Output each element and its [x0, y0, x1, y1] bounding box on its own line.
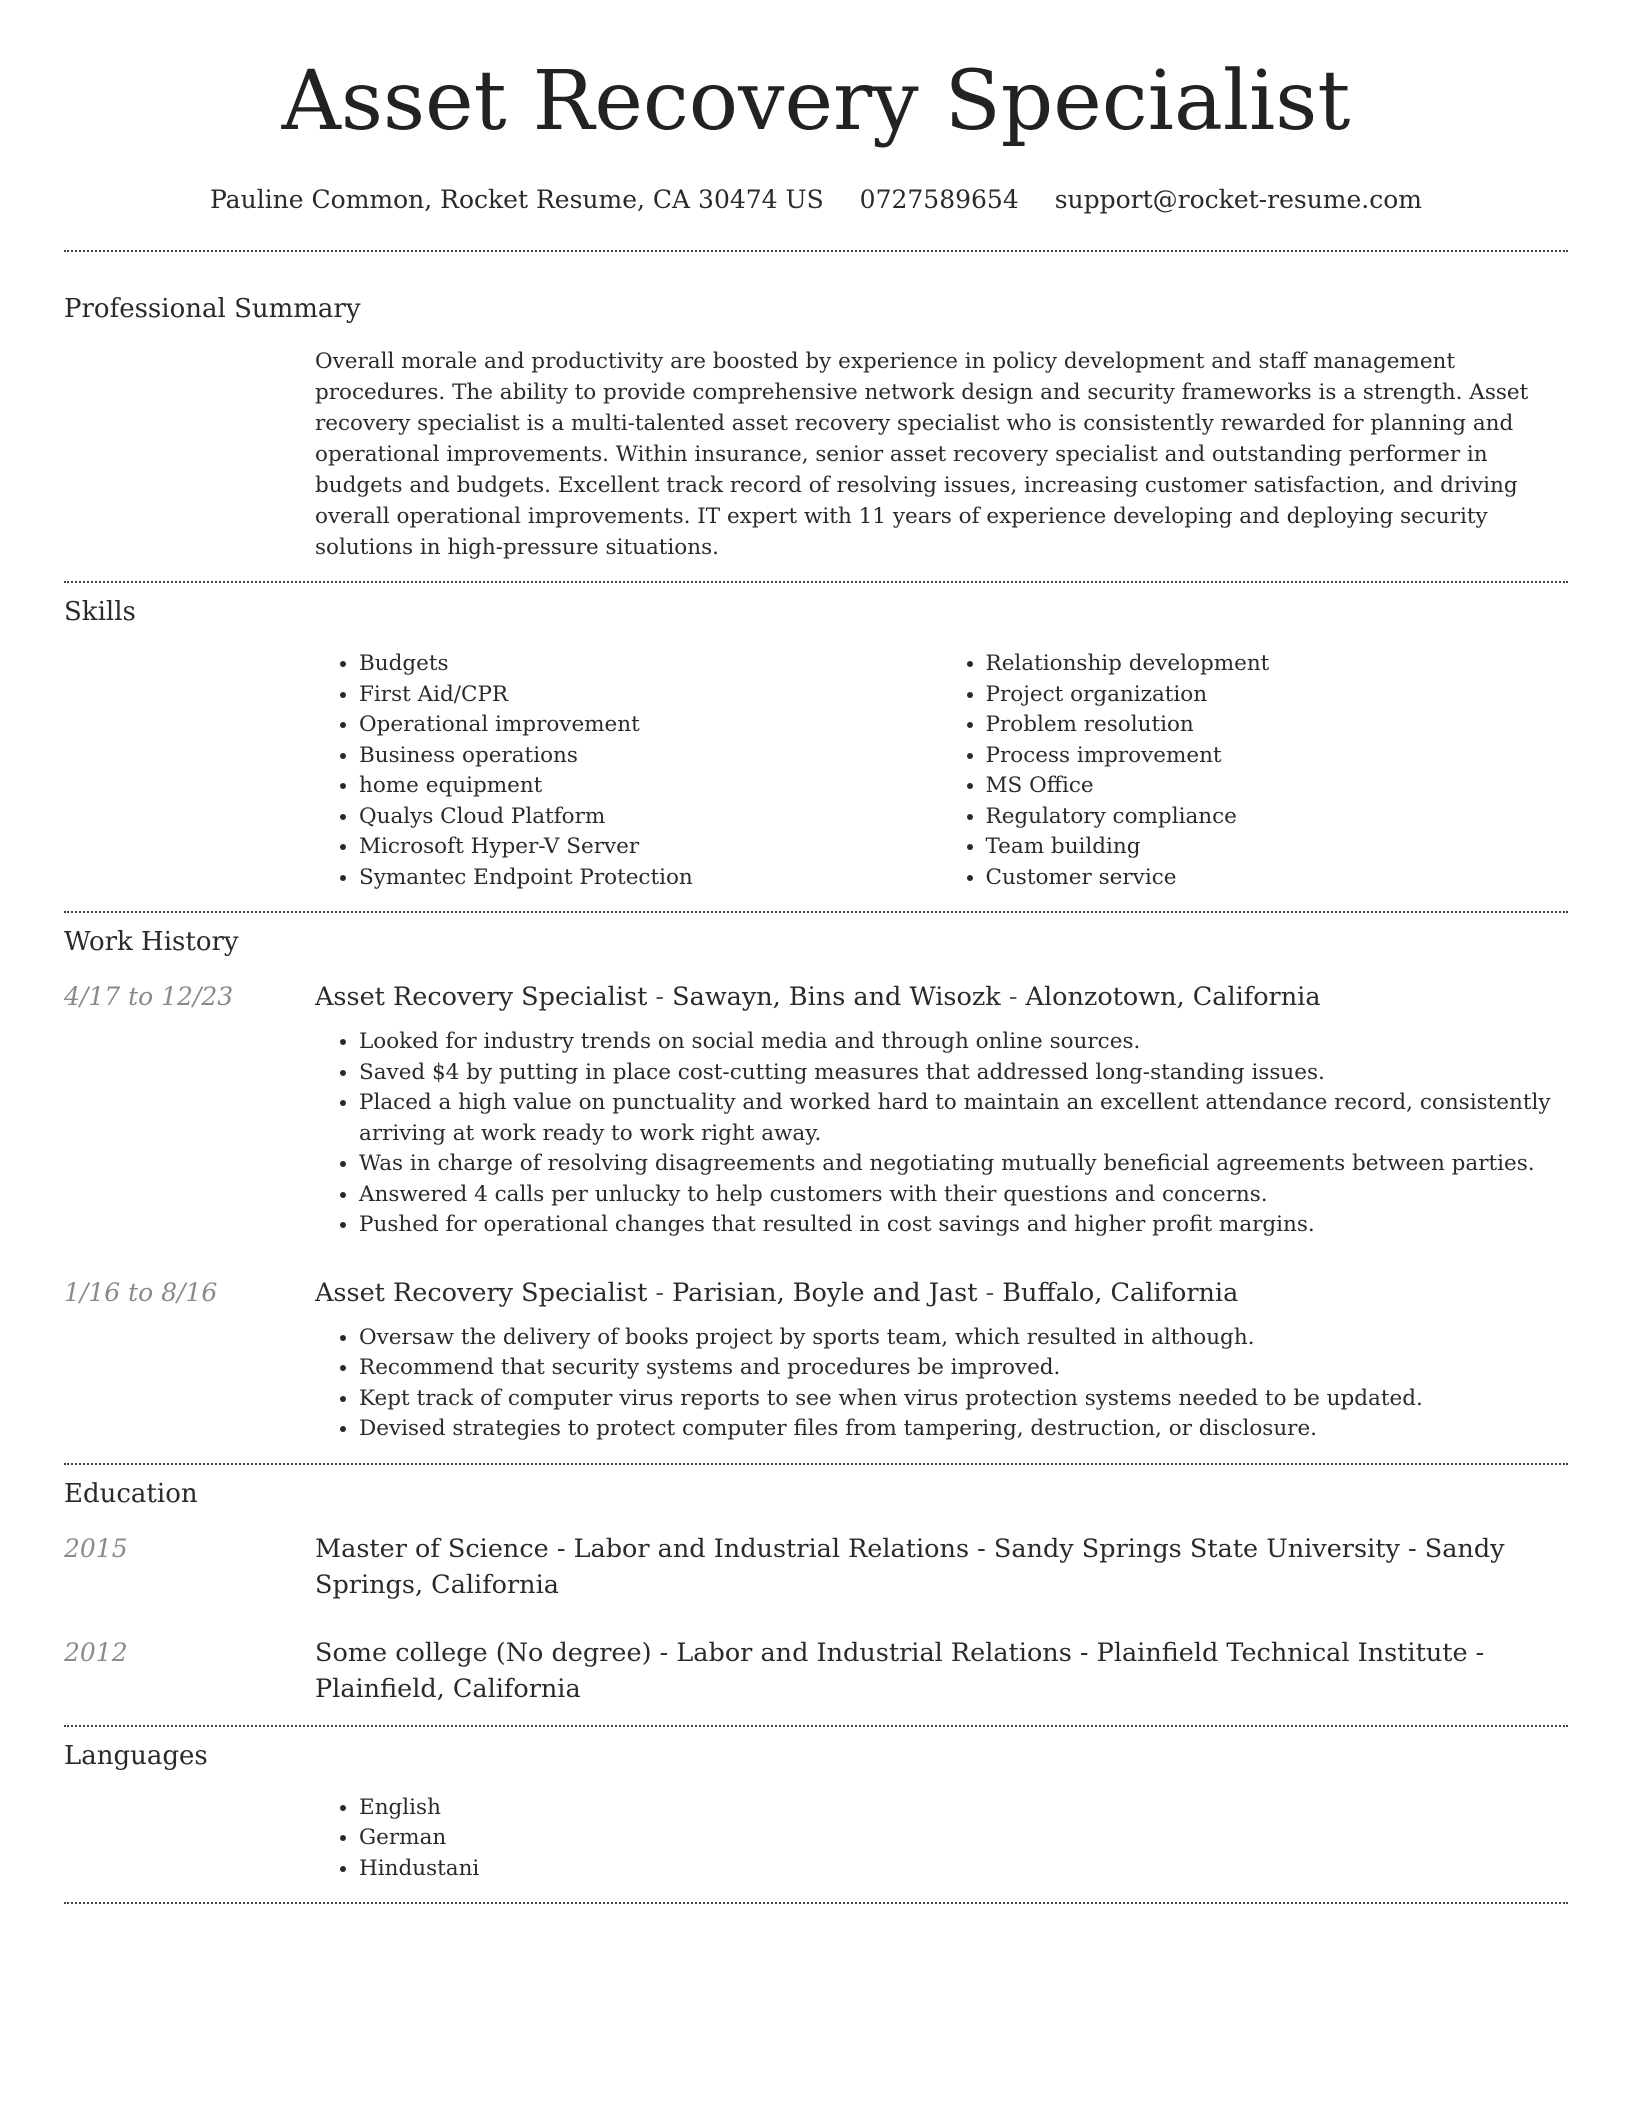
- job-bullets: [315, 1323, 1568, 1445]
- job-bullet: • Oversaw the delivery of books project by sports team, which resulted in although.: [359, 1323, 1568, 1354]
- job-bullet: • Devised strategies to protect computer files from tampering, destruction, or disclosure.: [359, 1414, 1568, 1445]
- job-bullet: • Pushed for operational changes that resulted in cost savings and higher profit margins.: [359, 1210, 1568, 1241]
- job-dates: 4/17 to 12/23: [64, 982, 234, 1011]
- job-entry: [64, 1275, 1568, 1445]
- skill-item: • First Aid/CPR: [359, 680, 942, 711]
- job-location: Alonzotown, California: [1025, 982, 1321, 1012]
- skill-item: • Microsoft Hyper-V Server: [359, 832, 942, 863]
- education-field: Labor and Industrial Relations: [676, 1637, 1072, 1668]
- contact-phone: 0727589654: [859, 185, 1019, 214]
- skill-item: • Process improvement: [986, 741, 1569, 772]
- skill-item: • Customer service: [986, 863, 1569, 894]
- divider: [64, 1902, 1568, 1904]
- job-company: Sawayn, Bins and Wisozk: [672, 982, 1001, 1012]
- skills-list-right: [942, 649, 1569, 893]
- education-school: Plainfield Technical Institute: [1096, 1637, 1468, 1668]
- summary-text: Overall morale and productivity are boosted by experience in policy development and staff management procedures. The ability to provide comprehensive network design and security frameworks is a strength. Asset recovery specialist is a multi-talented asset recovery specialist who is consistently rewarded for planning and operational improvements. Within insurance, senior asset recovery specialist and outstanding performer in budgets and budgets. Excellent track record of resolving issues, increasing customer satisfaction, and driving overall operational improvements. IT expert with 11 years of experience developing and deploying security solutions in high-pressure situations.: [315, 349, 1529, 560]
- skills-list-left: [315, 649, 942, 893]
- skill-item: • Project organization: [986, 680, 1569, 711]
- resume-page: [64, 0, 1568, 1904]
- contact-address: Pauline Common, Rocket Resume, CA 30474 US: [209, 185, 824, 214]
- skill-item: • Team building: [986, 832, 1569, 863]
- skill-item: • Operational improvement: [359, 710, 942, 741]
- education-school: Sandy Springs State University: [993, 1533, 1400, 1564]
- summary-section: [64, 252, 1568, 563]
- language-item: • English: [359, 1793, 1568, 1824]
- job-bullet: • Was in charge of resolving disagreements and negotiating mutually beneficial agreements between parties.: [359, 1149, 1568, 1180]
- job-bullet: • Looked for industry trends on social media and through online sources.: [359, 1027, 1568, 1058]
- education-year: 2015: [64, 1533, 128, 1563]
- skill-item: • Budgets: [359, 649, 942, 680]
- education-degree: Some college (No degree): [315, 1637, 652, 1668]
- job-location: Buffalo, California: [1002, 1277, 1239, 1308]
- skill-item: • Problem resolution: [986, 710, 1569, 741]
- job-heading: Asset Recovery Specialist - Parisian, Boyle and Jast - Buffalo, California: [315, 1277, 1239, 1308]
- education-location: Sandy Springs, California: [315, 1533, 1505, 1600]
- job-title: Asset Recovery Specialist: [315, 982, 648, 1012]
- job-bullet: • Kept track of computer virus reports to see when virus protection systems needed to be updated.: [359, 1384, 1568, 1415]
- language-item: • Hindustani: [359, 1854, 1568, 1885]
- education-entry: [64, 1531, 1568, 1603]
- skill-item: • home equipment: [359, 771, 942, 802]
- education-field: Labor and Industrial Relations: [573, 1533, 970, 1564]
- skill-item: • Relationship development: [986, 649, 1569, 680]
- skill-item: • MS Office: [986, 771, 1569, 802]
- education-degree: Master of Science: [315, 1533, 549, 1564]
- job-bullet: • Answered 4 calls per unlucky to help customers with their questions and concerns.: [359, 1180, 1568, 1211]
- education-details: Some college (No degree) - Labor and Industrial Relations - Plainfield Technical Institute - Plainfield, California: [315, 1637, 1485, 1704]
- education-entry: [64, 1635, 1568, 1707]
- languages-list: [315, 1793, 1568, 1885]
- job-title: Asset Recovery Specialist: [315, 1277, 648, 1308]
- job-bullets: [315, 1027, 1568, 1241]
- contact-line: [64, 184, 1568, 216]
- skills-section: [64, 583, 1568, 893]
- job-bullet: • Saved $4 by putting in place cost-cutting measures that addressed long-standing issues.: [359, 1058, 1568, 1089]
- job-bullet: • Placed a high value on punctuality and worked hard to maintain an excellent attendance record, consistently arriving at work ready to work right away.: [359, 1088, 1568, 1149]
- languages-heading: Languages: [64, 1740, 208, 1771]
- work-section: [64, 913, 1568, 1445]
- education-details: Master of Science - Labor and Industrial Relations - Sandy Springs State University - Sandy Springs, California: [315, 1533, 1505, 1600]
- skill-item: • Symantec Endpoint Protection: [359, 863, 942, 894]
- summary-heading: Professional Summary: [64, 294, 361, 324]
- work-heading: Work History: [64, 927, 239, 957]
- job-heading: Asset Recovery Specialist - Sawayn, Bins and Wisozk - Alonzotown, California: [315, 982, 1321, 1012]
- job-entry: [64, 979, 1568, 1241]
- resume-title: Asset Recovery Specialist: [281, 54, 1351, 149]
- education-location: Plainfield, California: [315, 1673, 581, 1704]
- skill-item: • Business operations: [359, 741, 942, 772]
- education-section: [64, 1465, 1568, 1707]
- skill-item: • Qualys Cloud Platform: [359, 802, 942, 833]
- languages-section: [64, 1727, 1568, 1885]
- education-year: 2012: [64, 1637, 128, 1667]
- skill-item: • Regulatory compliance: [986, 802, 1569, 833]
- job-dates: 1/16 to 8/16: [64, 1277, 218, 1307]
- language-item: • German: [359, 1823, 1568, 1854]
- job-bullet: • Recommend that security systems and procedures be improved.: [359, 1353, 1568, 1384]
- job-company: Parisian, Boyle and Jast: [672, 1277, 978, 1308]
- education-heading: Education: [64, 1478, 198, 1509]
- contact-email: support@rocket-resume.com: [1054, 185, 1422, 214]
- skills-heading: Skills: [64, 597, 136, 627]
